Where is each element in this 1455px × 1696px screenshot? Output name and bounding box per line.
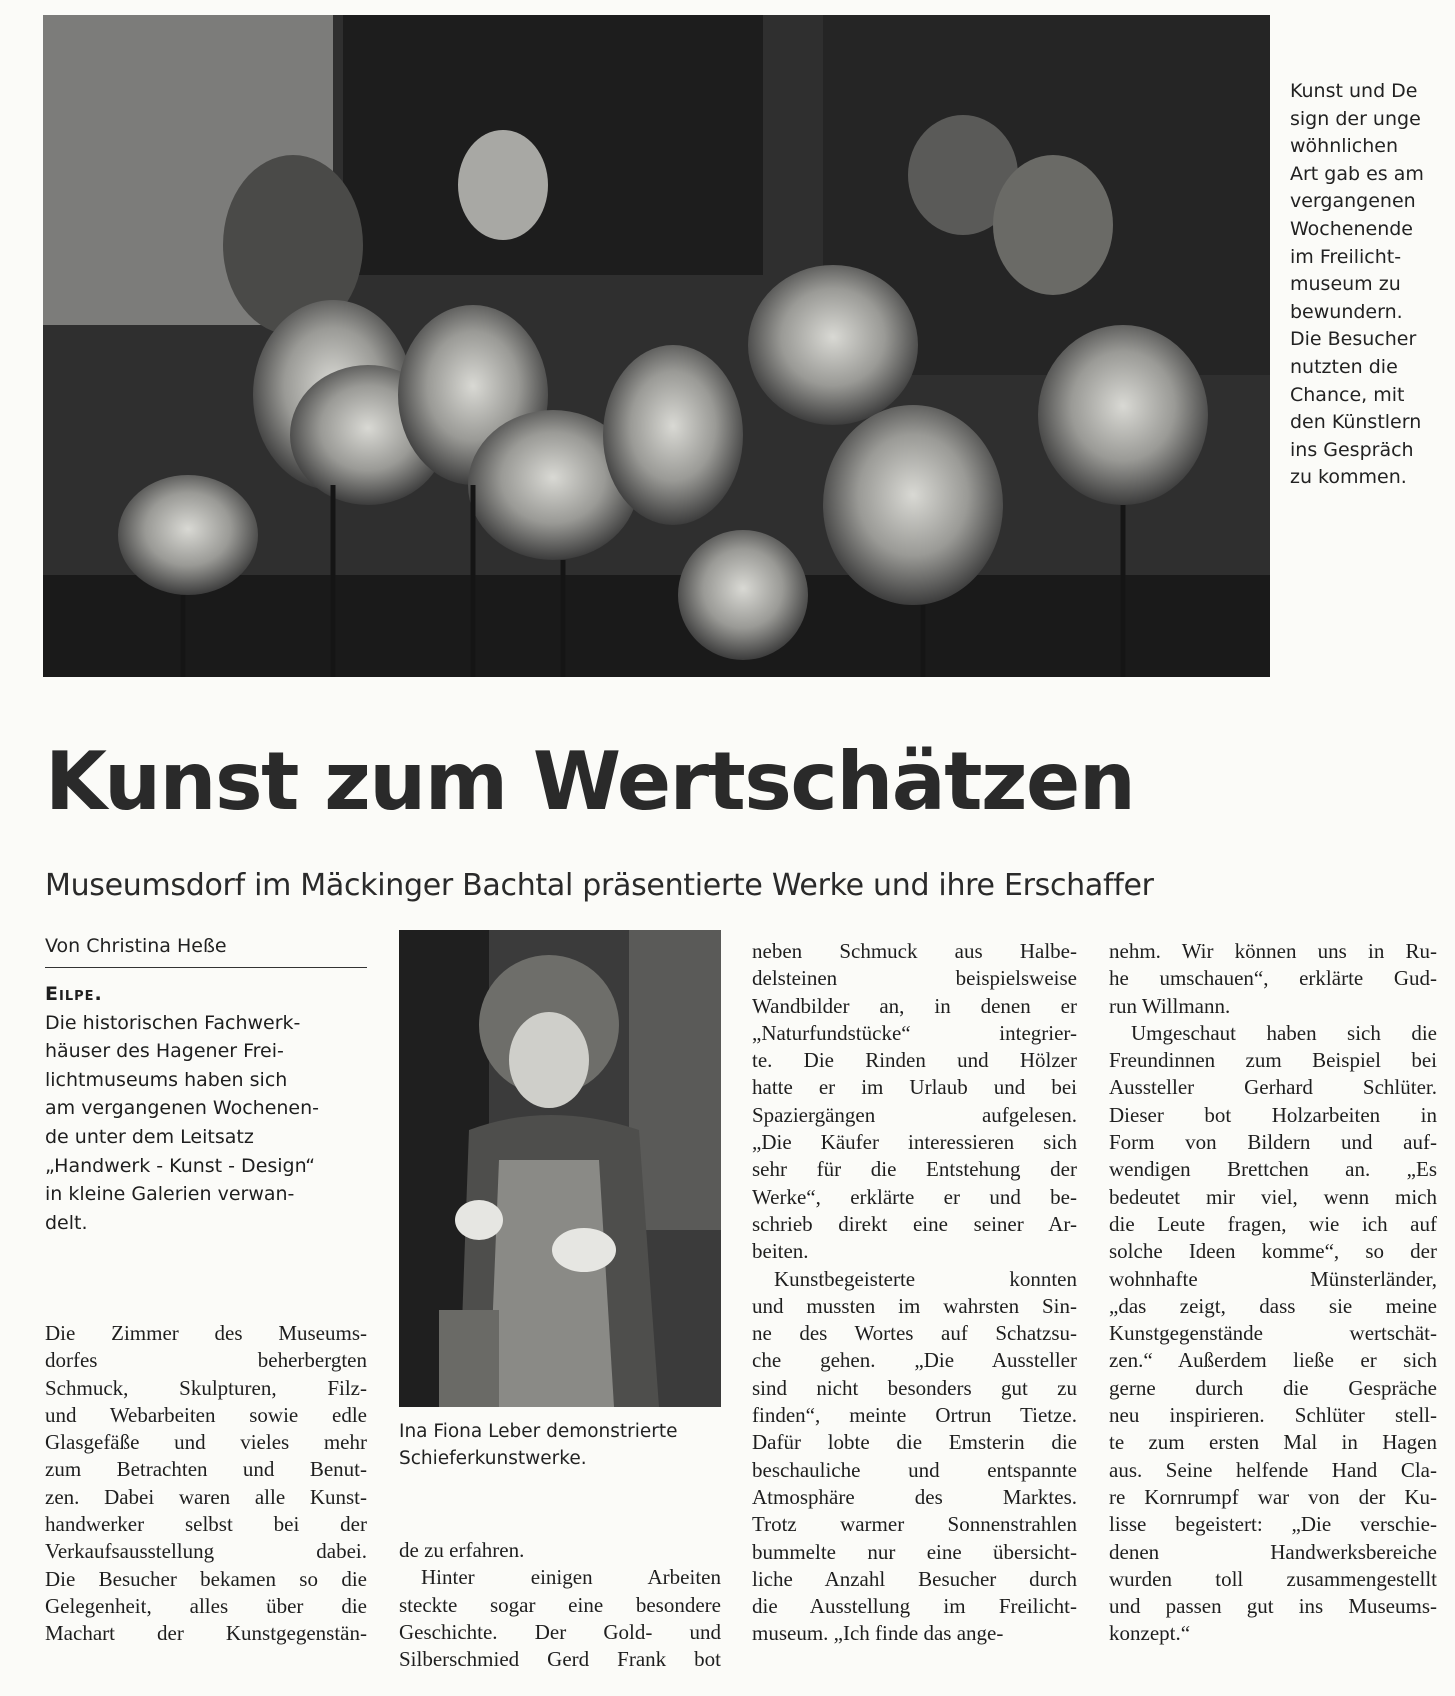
text-line: Hinter einigen Arbeiten xyxy=(421,1565,721,1590)
intro-line: „Handwerk - Kunst - Design“ xyxy=(45,1154,316,1177)
text-line: steckte sogar eine besondere xyxy=(399,1592,721,1617)
text-line: liche Anzahl Besucher durch xyxy=(752,1566,1077,1591)
intro-paragraph xyxy=(45,980,367,1237)
text-line: schrieb direkt eine seiner Ar- xyxy=(752,1211,1077,1236)
text-line: und passen gut ins Museums- xyxy=(1109,1594,1437,1619)
intro-line: delt. xyxy=(45,1211,88,1234)
text-line: run Willmann. xyxy=(1109,993,1231,1018)
text-line: solche Ideen komme“, so der xyxy=(1109,1239,1437,1264)
text-line: lisse begeistert: „Die verschie- xyxy=(1109,1512,1437,1537)
body-column-4 xyxy=(1109,938,1437,1648)
text-line: neben Schmuck aus Halbe- xyxy=(752,939,1077,963)
caption-line: vergangenen xyxy=(1290,190,1416,213)
text-line: denen Handwerksbereiche xyxy=(1109,1539,1437,1564)
text-line: Kunstbegeisterte konnten xyxy=(774,1266,1077,1291)
caption-line: Chance, mit xyxy=(1290,383,1405,406)
text-line: zen.“ Außerdem ließe er sich xyxy=(1109,1348,1437,1373)
caption-line: Kunst und De xyxy=(1290,80,1418,102)
intro-line: häuser des Hagener Frei- xyxy=(45,1040,284,1063)
text-line: bummelte nur eine übersicht- xyxy=(752,1539,1077,1564)
text-line: aus. Seine helfende Hand Cla- xyxy=(1109,1457,1437,1482)
text-line: beiten. xyxy=(752,1239,809,1264)
text-line: Glasgefäße und vieles mehr xyxy=(45,1430,367,1455)
text-line: Spaziergängen aufgelesen. xyxy=(752,1102,1077,1127)
text-line: re Kornrumpf war von der Ku- xyxy=(1109,1484,1437,1509)
text-line: Form von Bildern und auf- xyxy=(1109,1130,1437,1155)
text-line: „das zeigt, dass sie meine xyxy=(1109,1293,1437,1318)
caption-line: im Freilicht- xyxy=(1290,245,1402,268)
intro-line: lichtmuseums haben sich xyxy=(45,1068,288,1091)
text-line: Machart der Kunstgegenstän- xyxy=(45,1621,367,1646)
text-line: „Naturfundstücke“ integrier- xyxy=(752,1020,1077,1045)
caption-line: Art gab es am xyxy=(1290,162,1424,185)
text-line: delsteinen beispielsweise xyxy=(752,966,1077,991)
text-line: die Leute fragen, wie ich auf xyxy=(1109,1211,1437,1236)
text-line: die Ausstellung im Freilicht- xyxy=(752,1594,1077,1619)
text-line: che gehen. „Die Aussteller xyxy=(752,1348,1077,1373)
text-line: finden“, meinte Ortrun Tietze. xyxy=(752,1403,1077,1428)
inset-photo xyxy=(399,930,721,1407)
caption-line: sign der unge xyxy=(1290,107,1421,130)
intro-line: am vergangenen Wochenen- xyxy=(45,1097,320,1120)
text-line: Silberschmied Gerd Frank bot xyxy=(399,1647,721,1672)
text-line: Trotz warmer Sonnenstrahlen xyxy=(752,1512,1077,1537)
byline: Von Christina Heße xyxy=(45,935,367,968)
text-line: Werke“, erklärte er und be- xyxy=(752,1184,1077,1209)
text-line: te zum ersten Mal in Hagen xyxy=(1109,1430,1437,1455)
dateline: Eilpe. xyxy=(45,983,103,1005)
text-line: sehr für die Entstehung der xyxy=(752,1157,1077,1182)
caption-line: bewundern. xyxy=(1290,300,1403,323)
caption-line: museum zu xyxy=(1290,273,1401,296)
text-line: de zu erfahren. xyxy=(399,1538,525,1562)
text-line: Schmuck, Skulpturen, Filz- xyxy=(45,1375,367,1400)
text-line: und Webarbeiten sowie edle xyxy=(45,1402,367,1427)
headline: Kunst zum Wertschätzen xyxy=(45,735,1135,828)
text-line: sind nicht besonders gut zu xyxy=(752,1375,1077,1400)
body-column-2 xyxy=(399,1537,721,1673)
text-line: nehm. Wir können uns in Ru- xyxy=(1109,939,1437,963)
text-line: beschauliche und entspannte xyxy=(752,1457,1077,1482)
text-line: Kunstgegenstände wertschät- xyxy=(1109,1321,1437,1346)
caption-line: Die Besucher xyxy=(1290,328,1417,351)
text-line: Atmosphäre des Marktes. xyxy=(752,1484,1077,1509)
photo-caption xyxy=(1290,78,1440,492)
text-line: Dieser bot Holzarbeiten in xyxy=(1109,1102,1437,1127)
text-line: he umschauen“, erklärte Gud- xyxy=(1109,966,1437,991)
caption-line: Schieferkunstwerke. xyxy=(399,1448,587,1469)
caption-line: ins Gespräch xyxy=(1290,438,1414,461)
text-line: Wandbilder an, in denen er xyxy=(752,993,1077,1018)
text-line: dorfes beherbergten xyxy=(45,1348,367,1373)
text-line: Umgeschaut haben sich die xyxy=(1131,1020,1437,1045)
main-photo xyxy=(43,15,1270,677)
text-line: zum Betrachten und Benut- xyxy=(45,1457,367,1482)
text-line: gerne durch die Gespräche xyxy=(1109,1375,1437,1400)
body-column-1 xyxy=(45,1320,367,1648)
text-line: te. Die Rinden und Hölzer xyxy=(752,1048,1077,1073)
intro-line: Die historischen Fachwerk- xyxy=(45,1011,301,1034)
text-line: Dafür lobte die Emsterin die xyxy=(752,1430,1077,1455)
caption-line: zu kommen. xyxy=(1290,466,1407,489)
text-line: Verkaufsausstellung dabei. xyxy=(45,1539,367,1564)
caption-line: Wochenende xyxy=(1290,217,1413,240)
text-line: Die Zimmer des Museums- xyxy=(45,1321,367,1345)
text-line: Geschichte. Der Gold- und xyxy=(399,1619,721,1644)
text-line: hatte er im Urlaub und bei xyxy=(752,1075,1077,1100)
text-line: zen. Dabei waren alle Kunst- xyxy=(45,1484,367,1509)
text-line: „Die Käufer interessieren sich xyxy=(752,1130,1077,1155)
caption-line: nutzten die xyxy=(1290,355,1398,378)
caption-line: wöhnlichen xyxy=(1290,135,1399,158)
caption-line: den Künstlern xyxy=(1290,411,1422,434)
text-line: wendigen Brettchen an. „Es xyxy=(1109,1157,1437,1182)
text-line: bedeutet mir viel, wenn mich xyxy=(1109,1184,1437,1209)
caption-line: Ina Fiona Leber demonstrierte xyxy=(399,1421,678,1442)
text-line: konzept.“ xyxy=(1109,1621,1191,1646)
inset-photo-caption xyxy=(399,1418,721,1472)
text-line: museum. „Ich finde das ange- xyxy=(752,1621,1004,1646)
subheadline: Museumsdorf im Mäckinger Bachtal präsentierte Werke und ihre Erschaffer xyxy=(45,868,1154,903)
text-line: und mussten im wahrsten Sin- xyxy=(752,1293,1077,1318)
text-line: Aussteller Gerhard Schlüter. xyxy=(1109,1075,1437,1100)
text-line: neu inspirieren. Schlüter stell- xyxy=(1109,1403,1437,1428)
intro-line: in kleine Galerien verwan- xyxy=(45,1183,295,1206)
body-column-3 xyxy=(752,938,1077,1648)
text-line: wohnhafte Münsterländer, xyxy=(1109,1266,1437,1291)
text-line: ne des Wortes auf Schatzsu- xyxy=(752,1321,1077,1346)
text-line: Freundinnen zum Beispiel bei xyxy=(1109,1048,1437,1073)
text-line: Gelegenheit, alles über die xyxy=(45,1593,367,1618)
text-line: handwerker selbst bei der xyxy=(45,1512,367,1537)
intro-line: de unter dem Leitsatz xyxy=(45,1125,254,1148)
text-line: Die Besucher bekamen so die xyxy=(45,1566,367,1591)
text-line: wurden toll zusammengestellt xyxy=(1109,1566,1437,1591)
